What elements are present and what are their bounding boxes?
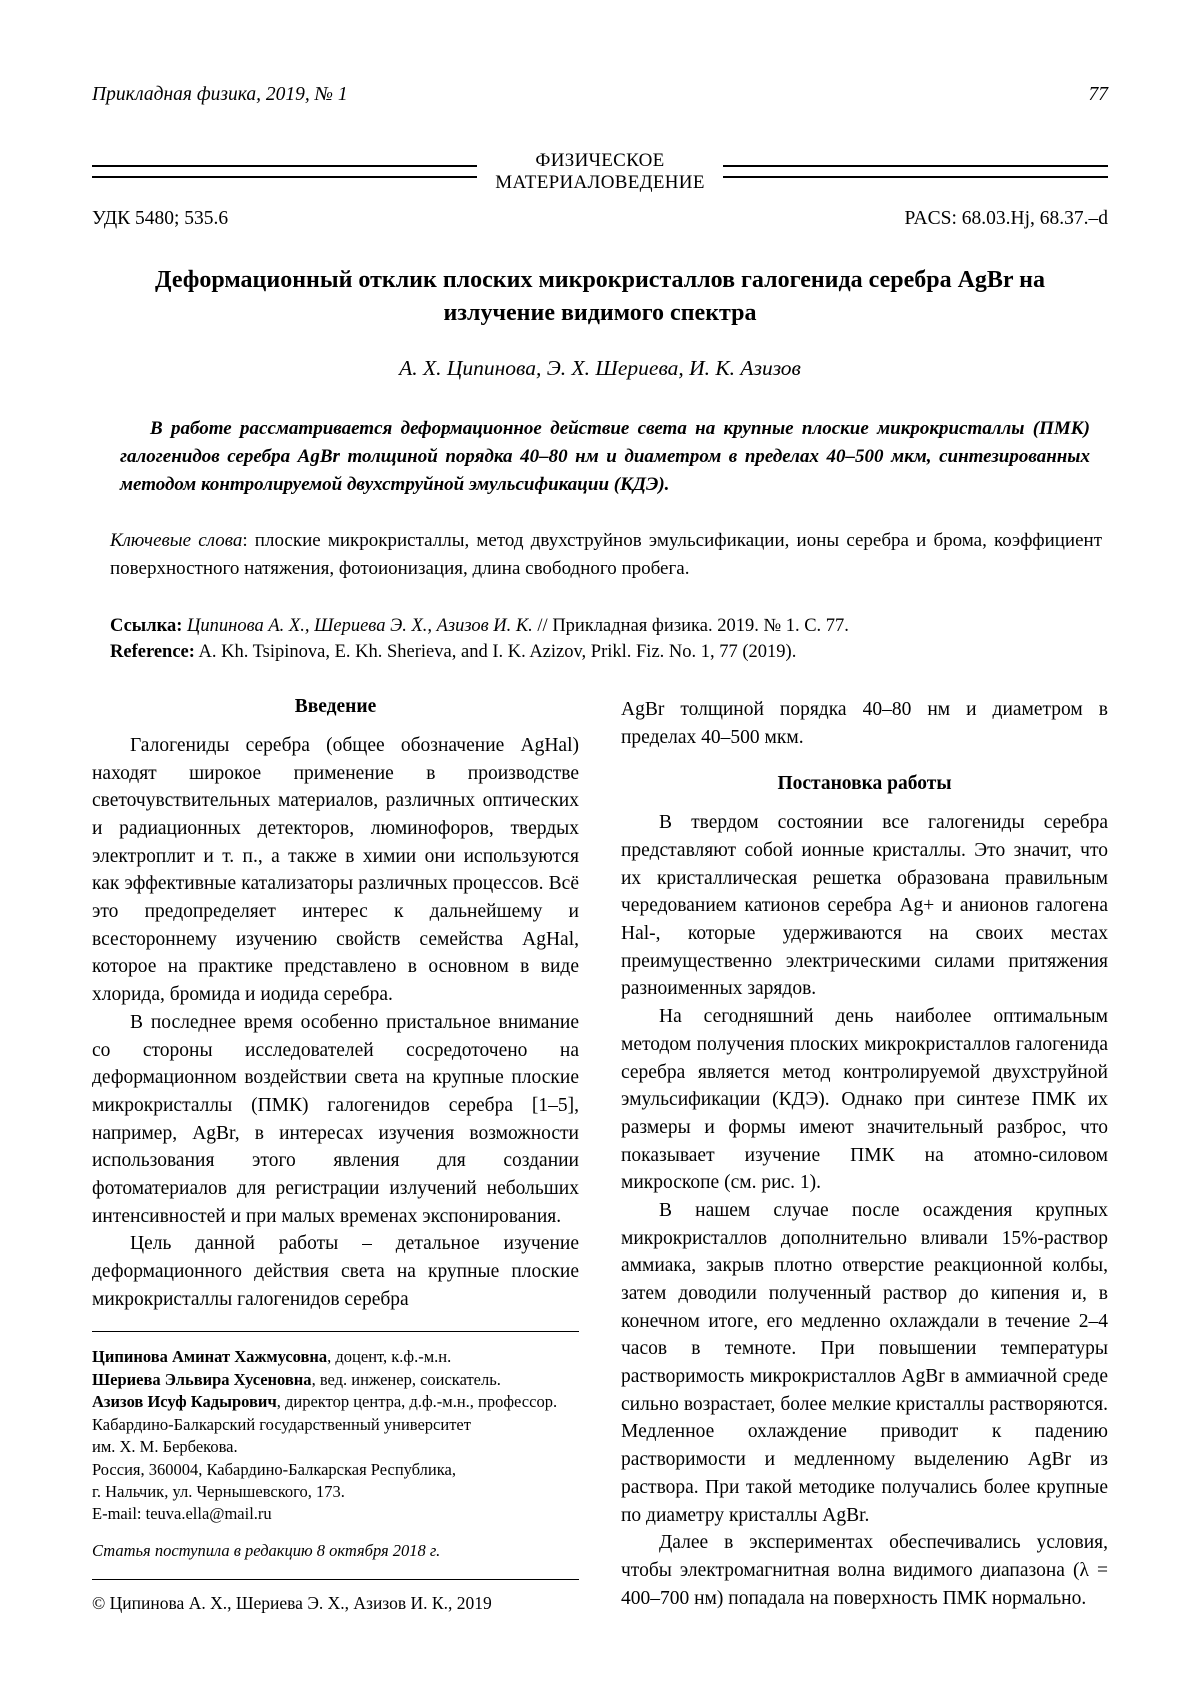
paragraph: Галогениды серебра (общее обозначение AgHal) находят широкое применение в производстве светочувствительных материалов, различных оптических и радиационных детекторов, люминофоров, твердых электроплит и т. п., а также в химии они используются как эффективные катализаторы различных процессов. Всё это предопределяет интерес к дальнейшему и всестороннему изучению свойств семейства AgHal, которое на практике представлено в основном в виде хлорида, бромида и иодида серебра. xyxy=(92,734,579,1006)
footnote-affiliation-line: им. Х. М. Бербекова. xyxy=(92,1437,238,1457)
pacs-code: PACS: 68.03.Hj, 68.37.–d xyxy=(904,207,1108,229)
article-title: Деформационный отклик плоских микрокристаллов галогенида серебра AgBr на излучение видимого спектра xyxy=(155,266,1045,326)
right-column xyxy=(621,696,1108,1633)
citation-ru-label: Ссылка: xyxy=(110,615,183,636)
footnote-affiliation-line: Кабардино-Балкарский государственный университет xyxy=(92,1414,471,1434)
footnote-author xyxy=(92,1346,579,1368)
footnote-author-name: Шериева Эльвира Хусеновна xyxy=(92,1369,312,1389)
keywords-text: : плоские микрокристаллы, метод двухструйнов эмульсификации, ионы серебра и брома, коэффициент поверхностного натяжения, фотоионизация, длина свободного пробега. xyxy=(110,530,1102,579)
keywords-label: Ключевые слова xyxy=(110,530,243,552)
left-column xyxy=(92,696,579,1633)
footnote-received-date: Статья поступила в редакцию 8 октября 2018 г. xyxy=(92,1540,441,1560)
body-columns xyxy=(92,696,1108,1633)
abstract: В работе рассматривается деформационное действие света на крупные плоские микрокристаллы (ПМК) галогенидов серебра AgBr толщиной порядка 40–80 нм и диаметром в пределах 40–500 мкм, синтезированных методом контролируемой двухструйной эмульсификации (КДЭ). xyxy=(120,417,1090,496)
copyright-line: © Ципинова А. Х., Шериева Э. Х., Азизов И. К., 2019 xyxy=(92,1579,579,1616)
journal-reference: Прикладная физика, 2019, № 1 xyxy=(92,84,348,105)
udc-code: УДК 5480; 535.6 xyxy=(92,207,229,229)
page-number: 77 xyxy=(1088,84,1108,105)
footnote-email[interactable]: E-mail: teuva.ella@mail.ru xyxy=(92,1504,272,1524)
keywords xyxy=(110,527,1102,582)
footnote-author-name: Азизов Исуф Кадырович xyxy=(92,1392,277,1412)
paragraph: Цель данной работы – детальное изучение деформационного действия света на крупные плоские микрокристаллы галогенидов серебра xyxy=(92,1233,579,1310)
citation-ru xyxy=(110,613,1102,640)
classification-codes xyxy=(92,208,1108,230)
citation-en-label: Reference: xyxy=(110,642,195,663)
footnote-author-role: , директор центра, д.ф.-м.н., профессор. xyxy=(276,1392,558,1412)
paragraph: На сегодняшний день наиболее оптимальным методом получения плоских микрокристаллов галогенида серебра является метод контролируемой двухструйной эмульсификации (КДЭ). Однако при синтезе ПМК их размеры и формы имеют значительный разброс, что показывает изучение ПМК на атомно-силовом микроскопе (см. рис. 1). xyxy=(621,1006,1108,1194)
footnote-author xyxy=(92,1369,579,1391)
introduction-heading: Введение xyxy=(294,695,377,717)
paragraph: В последнее время особенно пристальное внимание со стороны исследователей сосредоточено на деформационном воздействии света на крупные плоские микрокристаллы (ПМК) галогенидов серебра [1–5], например, AgBr, в интересах изучения возможности использования этого явления для создании фотоматериалов для регистрации излучений небольших интенсивностей и при малых временах экспонирования. xyxy=(92,1011,579,1227)
running-head xyxy=(92,84,1108,106)
section-banner xyxy=(92,150,1108,194)
paragraph: В твердом состоянии все галогениды серебра представляют собой ионные кристаллы. Это значит, что их кристаллическая решетка образована правильным чередованием катионов серебра Ag+ и анионов галогена Hal-, которые удерживаются на своих местах преимущественно электрическими силами притяжения разноименных зарядов. xyxy=(621,812,1108,1000)
footnote-author xyxy=(92,1391,579,1413)
banner-rule-left xyxy=(92,165,477,178)
citation-block xyxy=(110,613,1102,666)
footnote-affiliation-line: г. Нальчик, ул. Чернышевского, 173. xyxy=(92,1482,345,1502)
author-footnote xyxy=(92,1331,579,1615)
citation-en-rest: A. Kh. Tsipinova, E. Kh. Sherieva, and I. K. Azizov, Prikl. Fiz. No. 1, 77 (2019). xyxy=(194,642,797,663)
section-title: ФИЗИЧЕСКОЕ МАТЕРИАЛОВЕДЕНИЕ xyxy=(495,150,705,193)
footnote-affiliation-line: Россия, 360004, Кабардино-Балкарская Республика, xyxy=(92,1459,456,1479)
citation-ru-authors: Ципинова А. Х., Шериева Э. Х., Азизов И. К. xyxy=(187,615,533,636)
statement-heading: Постановка работы xyxy=(777,773,952,795)
citation-en xyxy=(110,639,1102,666)
citation-ru-rest: // Прикладная физика. 2019. № 1. С. 77. xyxy=(532,615,849,636)
footnote-author-role: , доцент, к.ф.-м.н. xyxy=(327,1347,452,1367)
footnote-author-name: Ципинова Аминат Хажмусовна xyxy=(92,1347,328,1367)
footnote-author-role: , вед. инженер, соискатель. xyxy=(311,1369,501,1389)
paragraph: В нашем случае после осаждения крупных микрокристаллов дополнительно вливали 15%-раствор аммиака, закрыв плотно отверстие реакционной колбы, затем доводили полученный раствор до кипения и, в конечном итоге, его медленно охлаждали в течение 2–4 часов в темноте. При повышении температуры растворимость микрокристаллов AgBr в аммиачной среде сильно возрастает, более мелкие кристаллы растворяются. Медленное охлаждение приводит к падению растворимости и медленному выделению AgBr из раствора. При такой методике получались более крупные по диаметру кристаллы AgBr. xyxy=(621,1199,1108,1526)
article-authors: А. Х. Ципинова, Э. Х. Шериева, И. К. Азизов xyxy=(399,355,801,380)
banner-rule-right xyxy=(723,165,1108,178)
paragraph: Далее в экспериментах обеспечивались условия, чтобы электромагнитная волна видимого диапазона (λ = 400–700 нм) попадала на поверхность ПМК нормально. xyxy=(621,1532,1108,1609)
paragraph-continuation: AgBr толщиной порядка 40–80 нм и диаметром в пределах 40–500 мкм. xyxy=(621,698,1108,748)
